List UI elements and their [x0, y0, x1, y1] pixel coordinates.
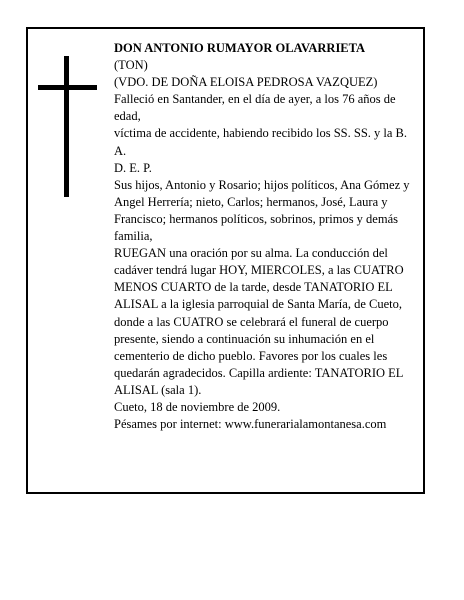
death-circumstances: víctima de accidente, habiendo recibido los SS. SS. y la B. A. — [114, 126, 407, 158]
rest-in-peace: D. E. P. — [114, 160, 152, 175]
condolences-link: Pésames por internet: www.funerarialamontanesa.com — [114, 417, 387, 432]
death-info: Falleció en Santander, en el día de ayer, a los 76 años de edad, — [114, 92, 396, 124]
deceased-name: DON ANTONIO RUMAYOR OLAVARRIETA — [114, 41, 366, 55]
widower-of: (VDO. DE DOÑA ELOISA PEDROSA VAZQUEZ) — [114, 75, 378, 90]
date-place: Cueto, 18 de noviembre de 2009. — [114, 399, 281, 414]
cross-horizontal-bar — [38, 85, 97, 90]
deceased-nickname: (TON) — [114, 58, 148, 73]
cross-vertical-bar — [64, 56, 69, 197]
funeral-request: RUEGAN una oración por su alma. La conducción del cadáver tendrá lugar HOY, MIERCOLES, a las CUATRO MENOS CUARTO de la tarde, desde TANATORIO EL ALISAL a la iglesia parroquial de Santa María, de Cueto, donde a las CUATRO se celebrará el funeral de cuerpo presente, siendo a continuación su inhumación en el cementerio de dicho pueblo. Favores por los cuales les quedarán agradecidos. Capilla ardiente: TANATORIO EL ALISAL (sala 1). — [114, 246, 404, 397]
family-members: Sus hijos, Antonio y Rosario; hijos políticos, Ana Gómez y Angel Herrería; nieto, Carlos; hermanos, José, Laura y Francisco; hermanos políticos, sobrinos, primos y demás familia, — [114, 177, 410, 244]
obituary-text — [114, 40, 420, 433]
